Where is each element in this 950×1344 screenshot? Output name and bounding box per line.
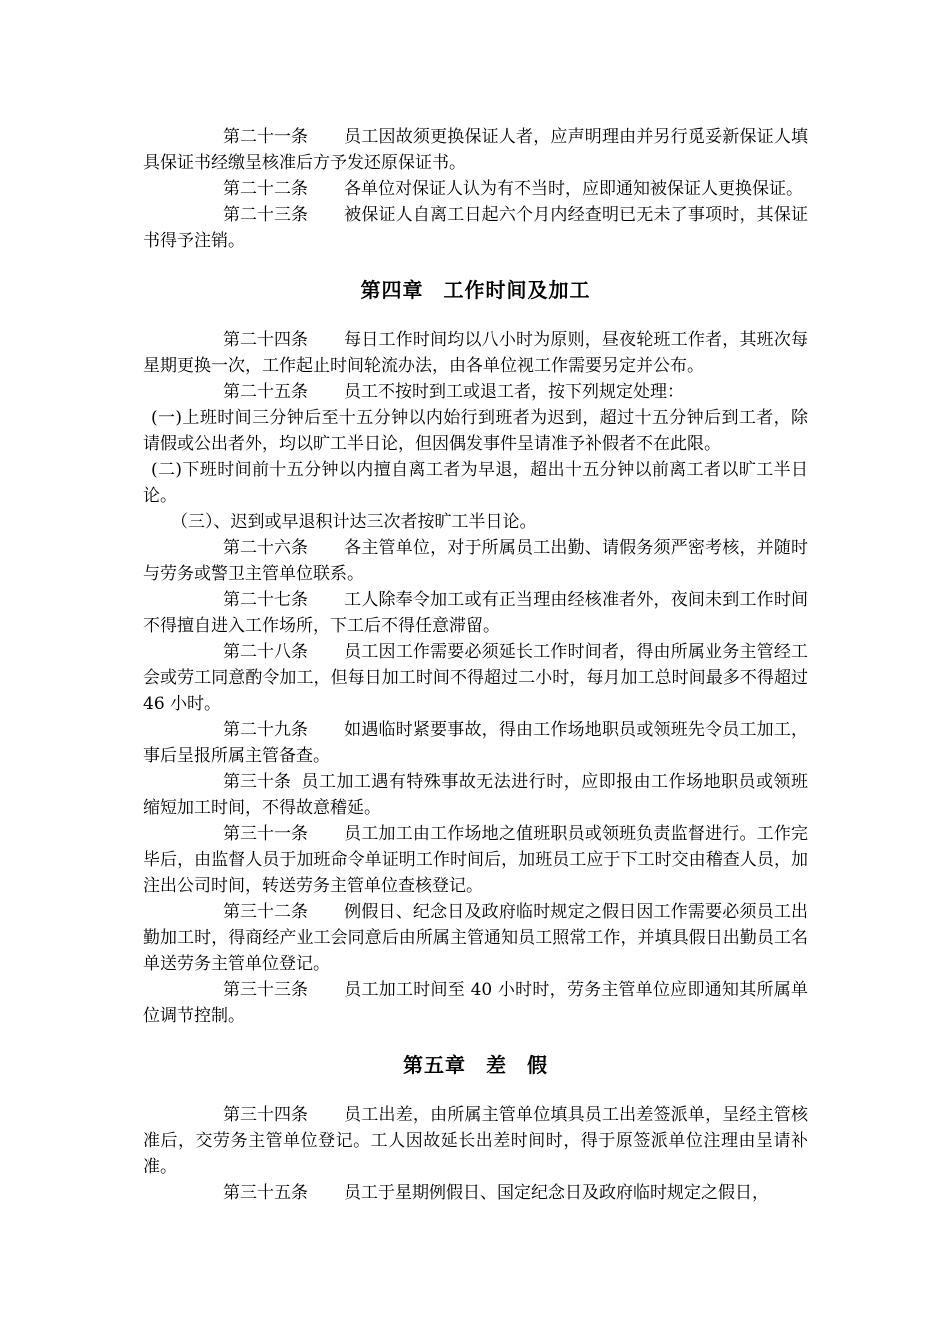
article-number: 第二十二条: [223, 179, 308, 199]
article-24: [143, 327, 808, 379]
article-30: [143, 769, 808, 821]
article-21: [143, 124, 808, 176]
article-text: 员工出差，由所属主管单位填具员工出差签派单，呈经主管核准后，交劳务主管单位登记。工人因故延长出差时间时，得于原签派单位注理由呈请补准。: [143, 1105, 808, 1177]
article-text: 各单位对保证人认为有不当时，应即通知被保证人更换保证。: [344, 179, 803, 199]
article-text: 员工因故须更换保证人者，应声明理由并另行觅妥新保证人填具保证书经缴呈核准后方予发还原保证书。: [143, 127, 808, 173]
article-33: [143, 977, 808, 1029]
article-27: [143, 587, 808, 639]
article-text: 每日工作时间均以八小时为原则，昼夜轮班工作者，其班次每星期更换一次，工作起止时间轮流办法，由各单位视工作需要另定并公布。: [143, 330, 808, 376]
chapter-number: 第四章: [360, 278, 424, 302]
list-item-3: （三）、迟到或早退积计达三次者按旷工半日论。: [171, 512, 537, 532]
article-number: 第二十四条: [223, 330, 308, 350]
article-26: [143, 535, 808, 587]
article-number: 第三十四条: [223, 1105, 308, 1125]
article-text: 如遇临时紧要事故，得由工作场地职员或领班先令员工加工，事后呈报所属主管备查。: [143, 720, 808, 766]
article-number: 第二十五条: [223, 382, 308, 402]
article-number: 第二十八条: [223, 642, 308, 662]
chapter-title-part: 假: [527, 1053, 548, 1077]
article-number: 第二十六条: [223, 538, 308, 558]
article-text: 员工于星期例假日、国定纪念日及政府临时规定之假日，: [344, 1183, 769, 1203]
article-text: 员工加工时间至 40 小时时，劳务主管单位应即通知其所属单位调节控制。: [143, 980, 808, 1026]
list-item-1: (一)上班时间三分钟后至十五分钟以内始行到班者为迟到，超过十五分钟后到工者，除请假或公出者外，均以旷工半日论，但因偶发事件呈请准予补假者不在此限。: [143, 408, 808, 454]
chapter-title: 工作时间及加工: [443, 278, 591, 302]
article-25: [143, 379, 808, 405]
article-number: 第二十七条: [223, 590, 308, 610]
article-number: 第三十条: [223, 772, 291, 792]
article-number: 第二十九条: [223, 720, 308, 740]
chapter-4-heading: [143, 274, 808, 303]
article-32: [143, 899, 808, 977]
article-text: 员工加工由工作场地之值班职员或领班负责监督进行。工作完毕后，由监督人员于加班命令单证明工作时间后，加班员工应于下工时交由稽查人员，加注出公司时间，转送劳务主管单位查核登记。: [143, 824, 808, 896]
article-text: 员工因工作需要必须延长工作时间者，得由所属业务主管经工会或劳工同意酌令加工，但每日加工时间不得超过二小时，每月加工总时间最多不得超过 46 小时。: [143, 642, 808, 714]
article-29: [143, 717, 808, 769]
article-31: [143, 821, 808, 899]
chapter-5-heading: [143, 1049, 808, 1078]
chapter-title-part: 差: [486, 1053, 507, 1077]
article-23: [143, 202, 808, 254]
article-text: 工人除奉令加工或有正当理由经核准者外，夜间未到工作时间不得擅自进入工作场所，下工后不得任意滞留。: [143, 590, 808, 636]
article-text: 各主管单位，对于所属员工出勤、请假务须严密考核，并随时与劳务或警卫主管单位联系。: [143, 538, 808, 584]
chapter-number: 第五章: [403, 1053, 466, 1077]
article-28: [143, 639, 808, 717]
article-34: [143, 1102, 808, 1180]
article-number: 第二十一条: [223, 127, 308, 147]
article-number: 第三十二条: [223, 902, 308, 922]
article-number: 第三十一条: [223, 824, 308, 844]
article-text: 员工不按时到工或退工者，按下列规定处理：: [344, 382, 684, 402]
article-number: 第二十三条: [223, 205, 308, 225]
article-number: 第三十五条: [223, 1183, 308, 1203]
article-text: 被保证人自离工日起六个月内经查明已无未了事项时，其保证书得予注销。: [143, 205, 808, 251]
article-22: [143, 176, 808, 202]
article-text: 员工加工遇有特殊事故无法进行时，应即报由工作场地职员或领班缩短加工时间，不得故意稽延。: [143, 772, 808, 818]
document-page: [143, 124, 808, 1206]
article-35: [143, 1180, 808, 1206]
article-number: 第三十三条: [223, 980, 308, 1000]
article-text: 例假日、纪念日及政府临时规定之假日因工作需要必须员工出勤加工时，得商经产业工会同意后由所属主管通知员工照常工作，并填具假日出勤员工名单送劳务主管单位登记。: [143, 902, 808, 974]
list-item-2: (二)下班时间前十五分钟以内擅自离工者为早退，超出十五分钟以前离工者以旷工半日论。: [143, 460, 808, 506]
